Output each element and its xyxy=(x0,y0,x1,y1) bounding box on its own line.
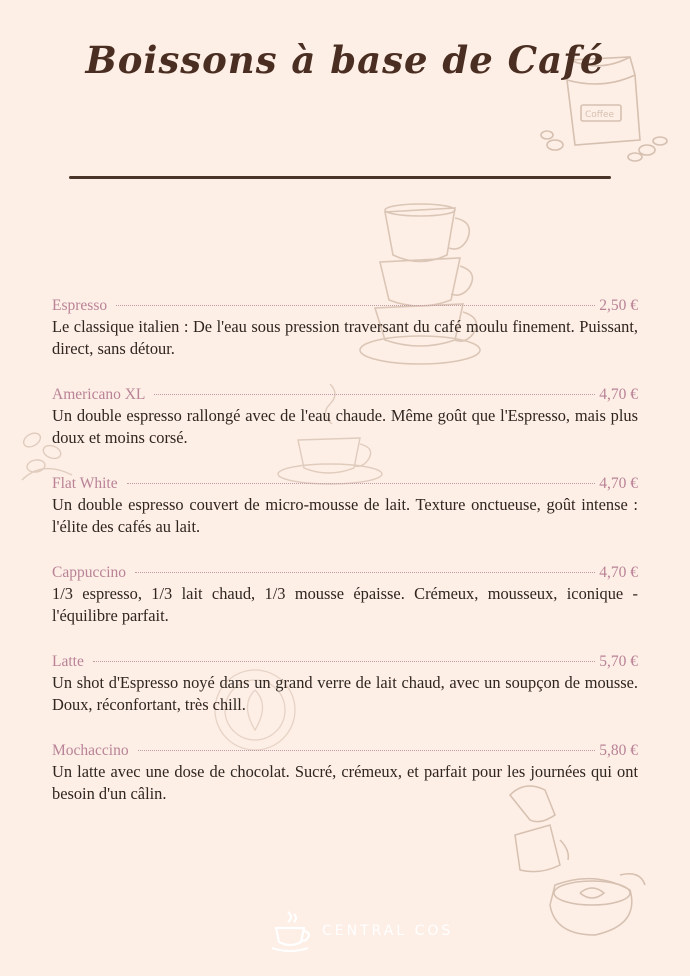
item-description: Un double espresso rallongé avec de l'eau chaude. Même goût que l'Espresso, mais plus doux et moins corsé. xyxy=(52,406,638,447)
item-price: 2,50 € xyxy=(599,297,638,314)
item-description: 1/3 espresso, 1/3 lait chaud, 1/3 mousse épaisse. Crémeux, mousseux, iconique - l'équilibre parfait. xyxy=(52,584,638,625)
dot-leader xyxy=(154,394,595,395)
menu-list xyxy=(52,296,638,830)
dot-leader xyxy=(116,305,595,306)
item-name: Espresso xyxy=(52,297,108,314)
menu-item-americano-xl xyxy=(52,385,638,474)
title-divider xyxy=(69,176,611,179)
menu-item-mochaccino xyxy=(52,741,638,830)
item-price: 4,70 € xyxy=(599,564,638,581)
item-description: Un shot d'Espresso noyé dans un grand verre de lait chaud, avec un soupçon de mousse. Doux, réconfortant, très chill. xyxy=(52,673,638,714)
dot-leader xyxy=(127,483,596,484)
brand-logo xyxy=(268,908,453,954)
item-description: Un latte avec une dose de chocolat. Sucré, crémeux, et parfait pour les journées qui ont besoin d'un câlin. xyxy=(52,762,638,803)
item-price: 4,70 € xyxy=(599,475,638,492)
item-name: Flat White xyxy=(52,475,118,492)
item-description: Un double espresso couvert de micro-mousse de lait. Texture onctueuse, goût intense : l'élite des cafés au lait. xyxy=(52,495,638,536)
item-price: 4,70 € xyxy=(599,386,638,403)
menu-item-flat-white xyxy=(52,474,638,563)
bag-label: Coffee xyxy=(585,110,615,120)
page-title: Boissons à base de Café xyxy=(85,38,605,82)
item-name: Cappuccino xyxy=(52,564,127,581)
item-description: Le classique italien : De l'eau sous pression traversant du café moulu finement. Puissant, direct, sans détour. xyxy=(52,317,638,358)
coffee-cup-icon xyxy=(268,908,314,954)
menu-item-cappuccino xyxy=(52,563,638,652)
menu-item-espresso xyxy=(52,296,638,385)
menu-item-latte xyxy=(52,652,638,741)
item-price: 5,80 € xyxy=(599,742,638,759)
dot-leader xyxy=(93,661,595,662)
item-name: Americano XL xyxy=(52,386,146,403)
item-price: 5,70 € xyxy=(599,653,638,670)
dot-leader xyxy=(138,750,596,751)
item-name: Mochaccino xyxy=(52,742,129,759)
dot-leader xyxy=(135,572,595,573)
item-name: Latte xyxy=(52,653,84,670)
brand-name: CENTRAL COS xyxy=(322,923,454,939)
